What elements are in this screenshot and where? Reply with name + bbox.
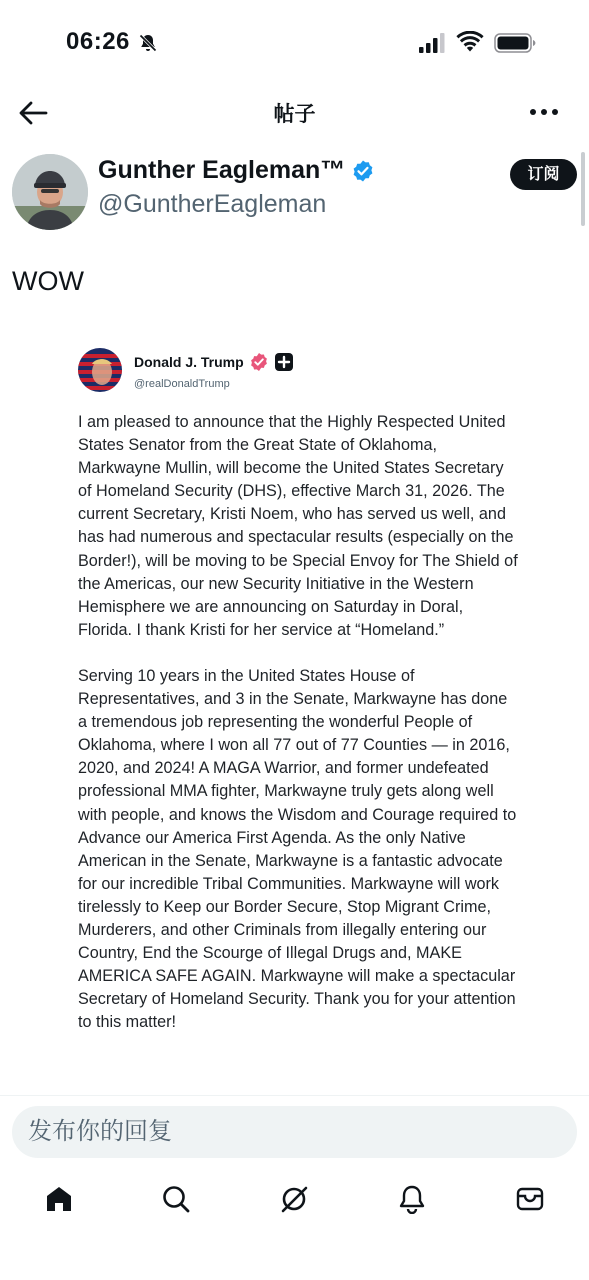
reply-input[interactable]: 发布你的回复 xyxy=(12,1106,577,1158)
page-title: 帖子 xyxy=(273,103,316,126)
embedded-post-body xyxy=(78,411,518,1034)
post-author xyxy=(12,150,577,230)
embedded-paragraph: Serving 10 years in the United States House of Representatives, and 3 in the Senate, Markwayne has done a tremendous job representing the wonderful People of Oklahoma, where I won all 77 out of 77 Counties — in 2016, 2020, and 2024! A MAGA Warrior, and former undefeated professional MMA fighter, Markwayne truly gets along well with people, and knows the Wisdom and Courage required to Advance our America First Agenda. As the only Native American in the Senate, Markwayne is a fantastic advocate for our incredible Tribal Communities. Markwayne will work tirelessly to Keep our Border Secure, Stop Migrant Crime, Murderers, and other Criminals from illegally entering our Country, End the Scourge of Illegal Drugs and, MAKE AMERICA SAFE AGAIN. Markwayne will make a spectacular Secretary of Homeland Security. Thank you for your attention to this matter! xyxy=(78,666,517,1032)
divider xyxy=(0,1095,589,1096)
wifi-icon xyxy=(456,31,484,53)
search-icon[interactable] xyxy=(161,1184,191,1214)
home-icon[interactable] xyxy=(44,1184,74,1214)
verified-badge-icon xyxy=(249,352,269,372)
author-avatar-image xyxy=(12,154,88,230)
top-navigation xyxy=(0,88,589,136)
bell-off-icon xyxy=(138,33,158,53)
subscribe-button[interactable]: 订阅 xyxy=(510,159,577,190)
post-image[interactable] xyxy=(66,336,521,1093)
embedded-author-name: Donald J. Trump xyxy=(134,354,244,370)
author-handle[interactable]: @GuntherEagleman xyxy=(98,190,327,218)
embedded-author-handle: @realDonaldTrump xyxy=(134,378,230,390)
more-options-icon[interactable] xyxy=(529,102,559,122)
post-text: WOW xyxy=(12,266,84,296)
messages-icon[interactable] xyxy=(515,1184,545,1214)
status-bar xyxy=(0,0,589,88)
notifications-icon[interactable] xyxy=(397,1184,427,1214)
status-time: 06:26 xyxy=(66,28,130,55)
plus-badge-icon xyxy=(274,352,294,372)
author-avatar[interactable] xyxy=(12,154,88,230)
verified-badge-icon xyxy=(351,159,375,183)
author-name[interactable]: Gunther Eagleman™ xyxy=(98,156,346,184)
battery-icon xyxy=(494,33,536,53)
grok-icon[interactable] xyxy=(279,1184,309,1214)
flag-portrait-image xyxy=(78,348,122,392)
embedded-author-avatar xyxy=(78,348,122,392)
embedded-paragraph: I am pleased to announce that the Highly Respected United States Senator from the Great State of Oklahoma, Markwayne Mullin, will become the United States Secretary of Homeland Security (DHS), effective March 31, 2026. The current Secretary, Kristi Noem, who has served us well, and has had numerous and spectacular results (especially on the Border!), will be moving to be Special Envoy for The Shield of the Americas, our new Security Initiative in the Western Hemisphere we are announcing on Saturday in Doral, Florida. I thank Kristi for her service at “Homeland.” xyxy=(78,413,518,639)
cellular-signal-icon xyxy=(418,33,446,53)
bottom-tab-bar xyxy=(0,1180,589,1224)
scrollbar[interactable] xyxy=(581,152,585,226)
